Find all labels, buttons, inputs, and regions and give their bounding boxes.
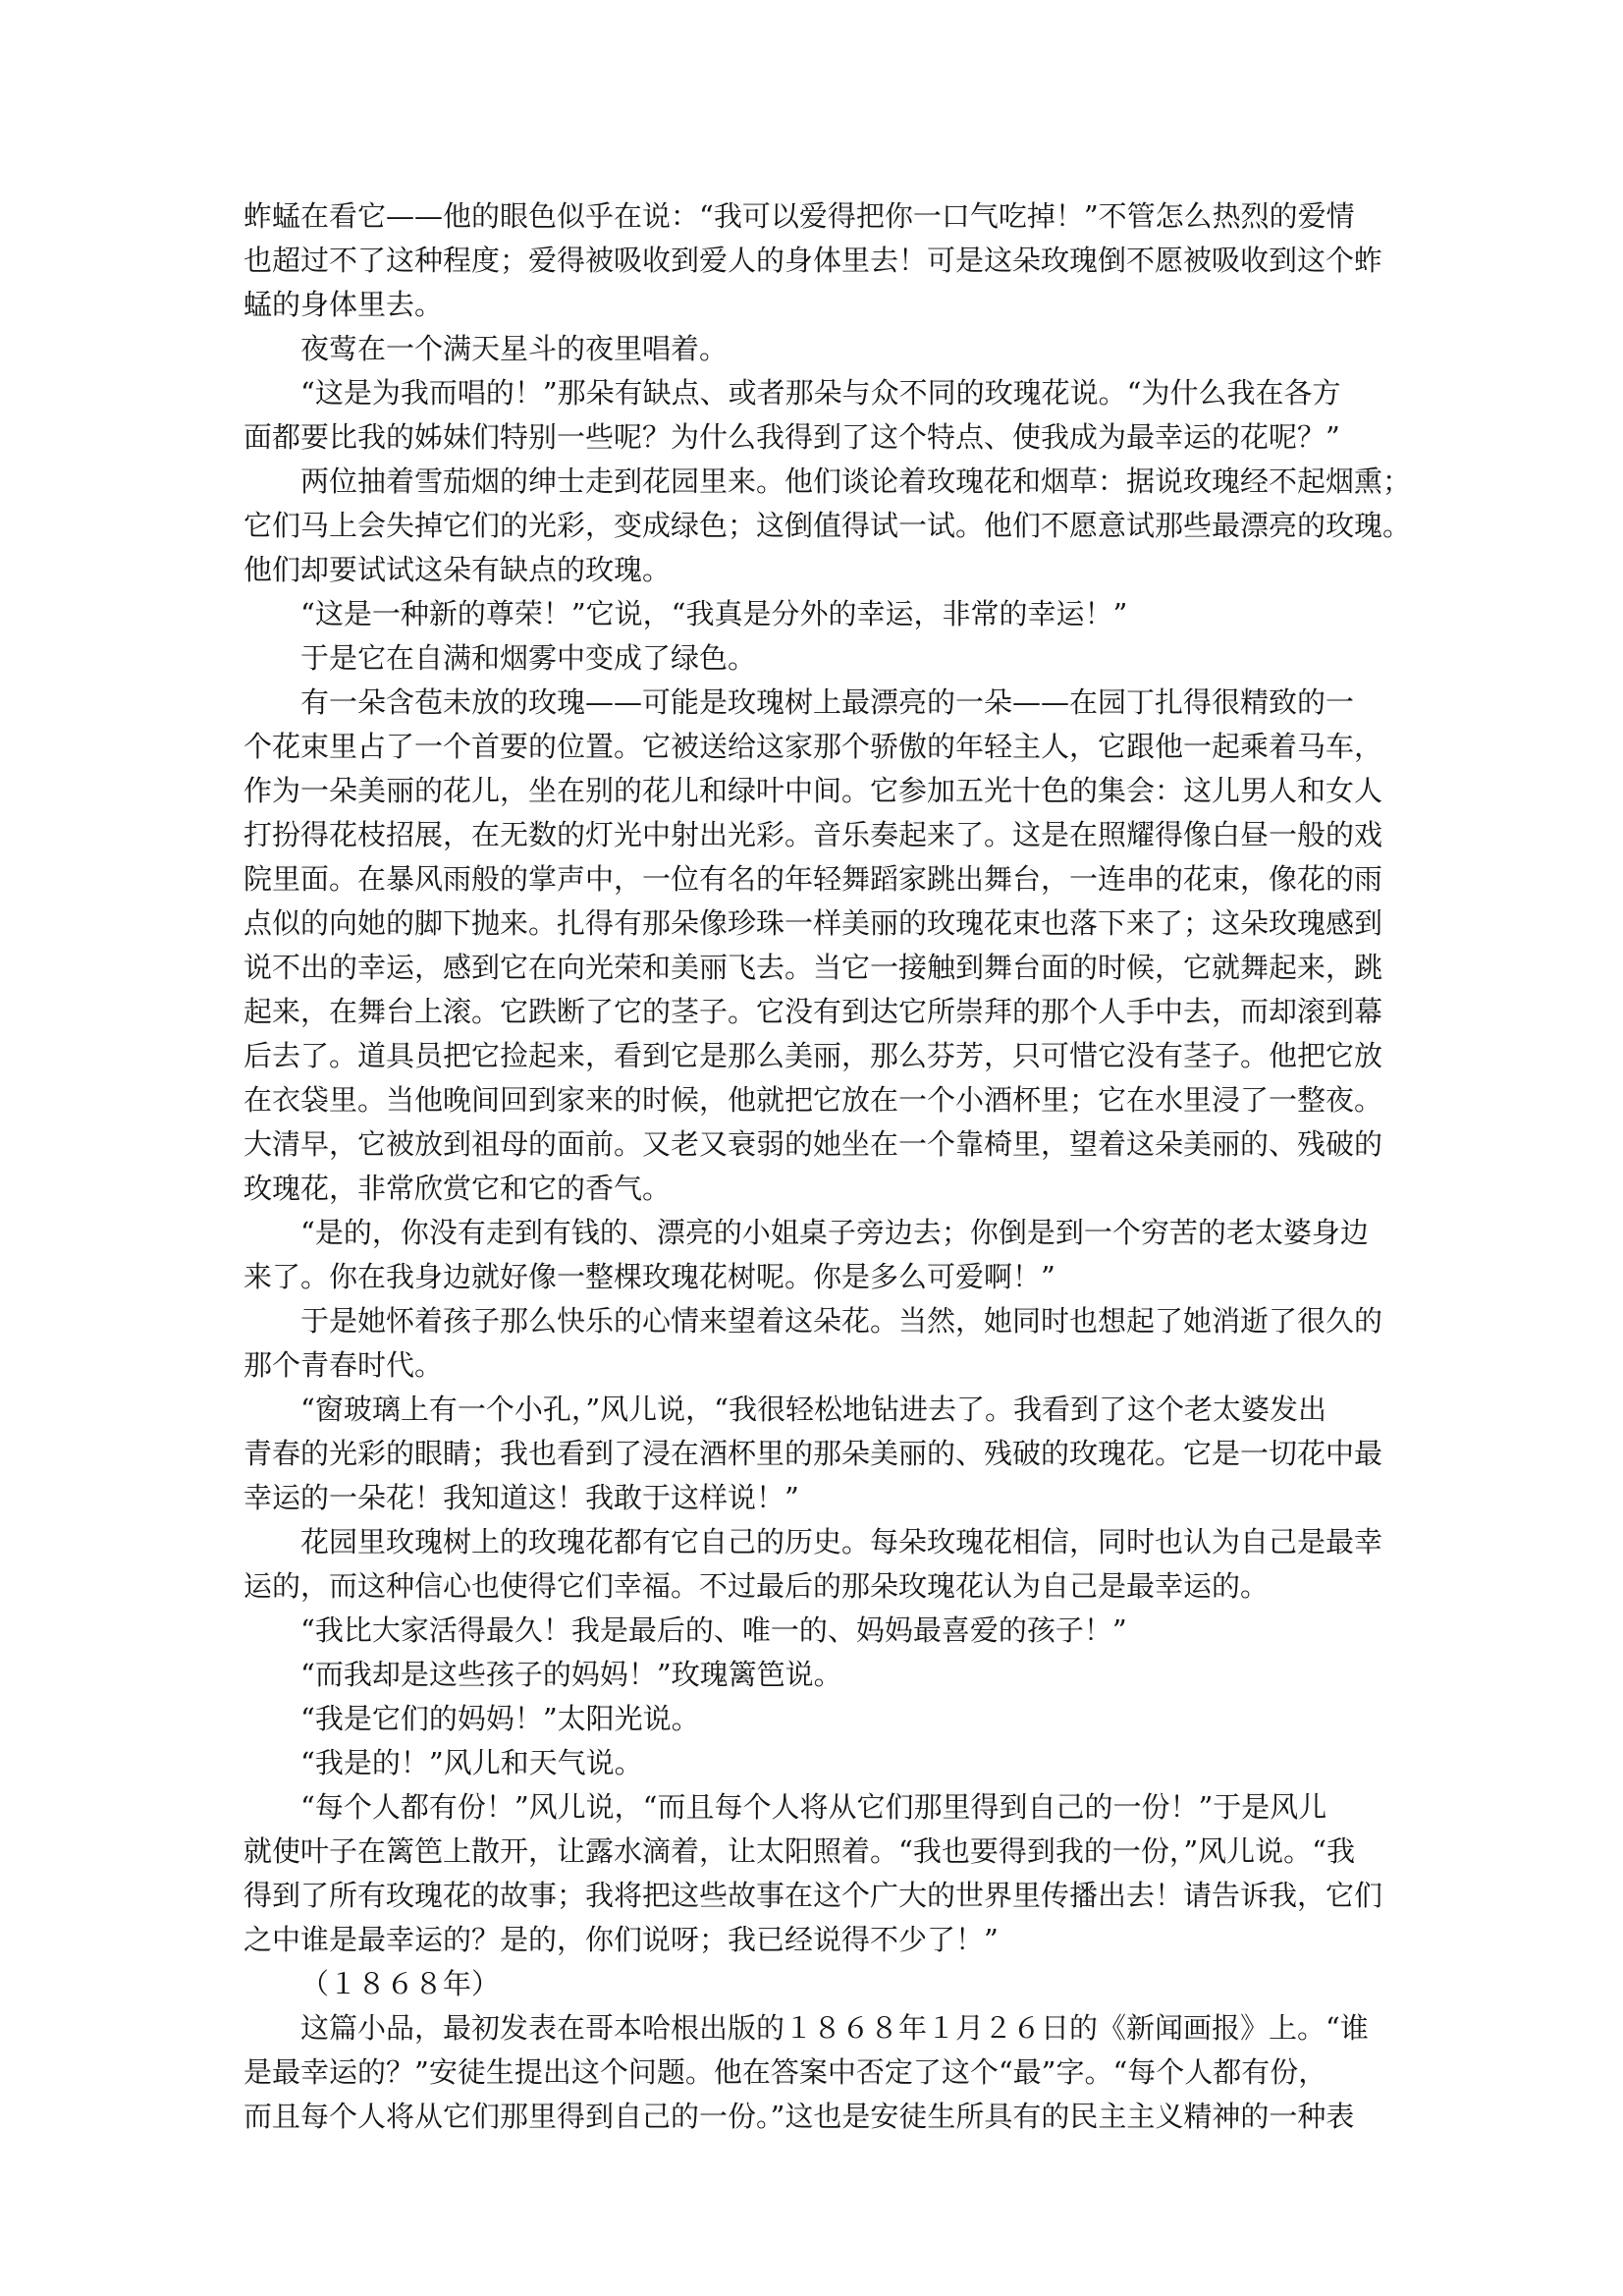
text-line: 夜莺在一个满天星斗的夜里唱着。: [300, 332, 729, 365]
text-line: 说不出的幸运，感到它在向光荣和美丽飞去。当它一接触到舞台面的时候，它就舞起来，跳: [243, 951, 1383, 984]
text-line: “我是的！”风儿和天气说。: [300, 1746, 643, 1779]
text-line: 他们却要试试这朵有缺点的玫瑰。: [243, 553, 672, 586]
text-column: [243, 194, 1412, 2139]
text-line: 这篇小品，最初发表在哥本哈根出版的１８６８年１月２６日的《新闻画报》上。“谁: [300, 2011, 1369, 2045]
text-line: 在衣袋里。当他晚间回到家来的时候，他就把它放在一个小酒杯里；它在水里浸了一整夜。: [243, 1083, 1383, 1117]
text-line: “这是为我而唱的！”那朵有缺点、或者那朵与众不同的玫瑰花说。“为什么我在各方: [300, 376, 1341, 410]
text-line: 而且每个人将从它们那里得到自己的一份。”这也是安徒生所具有的民主主义精神的一种表: [243, 2100, 1355, 2133]
text-line: 于是它在自满和烟雾中变成了绿色。: [300, 641, 757, 675]
text-line: “而我却是这些孩子的妈妈！”玫瑰篱笆说。: [300, 1658, 842, 1691]
text-line: 面都要比我的姊妹们特别一些呢？为什么我得到了这个特点、使我成为最幸运的花呢？”: [243, 420, 1340, 454]
text-line: 之中谁是最幸运的？是的，你们说呀；我已经说得不少了！”: [243, 1923, 999, 1956]
text-line: “窗玻璃上有一个小孔，”风儿说，“我很轻松地钻进去了。我看到了这个老太婆发出: [300, 1393, 1326, 1426]
text-line: “是的，你没有走到有钱的、漂亮的小姐桌子旁边去；你倒是到一个穷苦的老太婆身边: [300, 1216, 1369, 1249]
text-line: 后去了。道具员把它捡起来，看到它是那么美丽，那么芬芳，只可惜它没有茎子。他把它放: [243, 1039, 1383, 1072]
text-line: 也超过不了这种程度；爱得被吸收到爱人的身体里去！可是这朵玫瑰倒不愿被吸收到这个蚱: [243, 244, 1383, 277]
text-line: 蚱蜢在看它——他的眼色似乎在说：“我可以爱得把你一口气吃掉！”不管怎么热烈的爱情: [243, 199, 1355, 233]
text-line: 是最幸运的？”安徒生提出这个问题。他在答案中否定了这个“最”字。“每个人都有份，: [243, 2055, 1327, 2089]
text-line: 蜢的身体里去。: [243, 288, 444, 321]
text-line: 院里面。在暴风雨般的掌声中，一位有名的年轻舞蹈家跳出舞台，一连串的花束，像花的雨: [243, 862, 1383, 896]
text-line: 就使叶子在篱笆上散开，让露水滴着，让太阳照着。“我也要得到我的一份，”风儿说。“我: [243, 1834, 1355, 1868]
text-line: （１８６８年）: [300, 1967, 501, 2000]
text-line: 两位抽着雪茄烟的绅士走到花园里来。他们谈论着玫瑰花和烟草：据说玫瑰经不起烟熏；: [300, 465, 1412, 498]
text-line: 花园里玫瑰树上的玫瑰花都有它自己的历史。每朵玫瑰花相信，同时也认为自己是最幸: [300, 1525, 1383, 1558]
text-line: 个花束里占了一个首要的位置。它被送给这家那个骄傲的年轻主人，它跟他一起乘着马车，: [243, 730, 1383, 763]
text-line: “我是它们的妈妈！”太阳光说。: [300, 1702, 700, 1735]
text-line: 点似的向她的脚下抛来。扎得有那朵像珍珠一样美丽的玫瑰花束也落下来了；这朵玫瑰感到: [243, 906, 1383, 940]
text-line: 有一朵含苞未放的玫瑰——可能是玫瑰树上最漂亮的一朵——在园丁扎得很精致的一: [300, 685, 1355, 719]
text-line: 运的，而这种信心也使得它们幸福。不过最后的那朵玫瑰花认为自己是最幸运的。: [243, 1569, 1270, 1603]
text-line: 玫瑰花，非常欣赏它和它的香气。: [243, 1172, 672, 1205]
text-line: 大清早，它被放到祖母的面前。又老又衰弱的她坐在一个靠椅里，望着这朵美丽的、残破的: [243, 1127, 1383, 1161]
text-line: 幸运的一朵花！我知道这！我敢于这样说！”: [243, 1481, 799, 1514]
text-line: 得到了所有玫瑰花的故事；我将把这些故事在这个广大的世界里传播出去！请告诉我，它们: [243, 1879, 1383, 1912]
text-line: 青春的光彩的眼睛；我也看到了浸在酒杯里的那朵美丽的、残破的玫瑰花。它是一切花中最: [243, 1437, 1383, 1470]
text-line: 起来，在舞台上滚。它跌断了它的茎子。它没有到达它所崇拜的那个人手中去，而却滚到幕: [243, 995, 1383, 1028]
text-line: 打扮得花枝招展，在无数的灯光中射出光彩。音乐奏起来了。这是在照耀得像白昼一般的戏: [243, 818, 1383, 851]
text-line: 作为一朵美丽的花儿，坐在别的花儿和绿叶中间。它参加五光十色的集会：这儿男人和女人: [243, 774, 1383, 807]
text-line: 那个青春时代。: [243, 1348, 444, 1382]
text-line: “每个人都有份！”风儿说，“而且每个人将从它们那里得到自己的一份！”于是风儿: [300, 1790, 1327, 1824]
text-line: “这是一种新的尊荣！”它说，“我真是分外的幸运，非常的幸运！”: [300, 597, 1128, 630]
text-line: 于是她怀着孩子那么快乐的心情来望着这朵花。当然，她同时也想起了她消逝了很久的: [300, 1304, 1383, 1338]
text-line: 它们马上会失掉它们的光彩，变成绿色；这倒值得试一试。他们不愿意试那些最漂亮的玫瑰。: [243, 509, 1412, 542]
text-line: “我比大家活得最久！我是最后的、唯一的、妈妈最喜爱的孩子！”: [300, 1613, 1127, 1647]
text-line: 来了。你在我身边就好像一整棵玫瑰花树呢。你是多么可爱啊！”: [243, 1260, 1055, 1293]
